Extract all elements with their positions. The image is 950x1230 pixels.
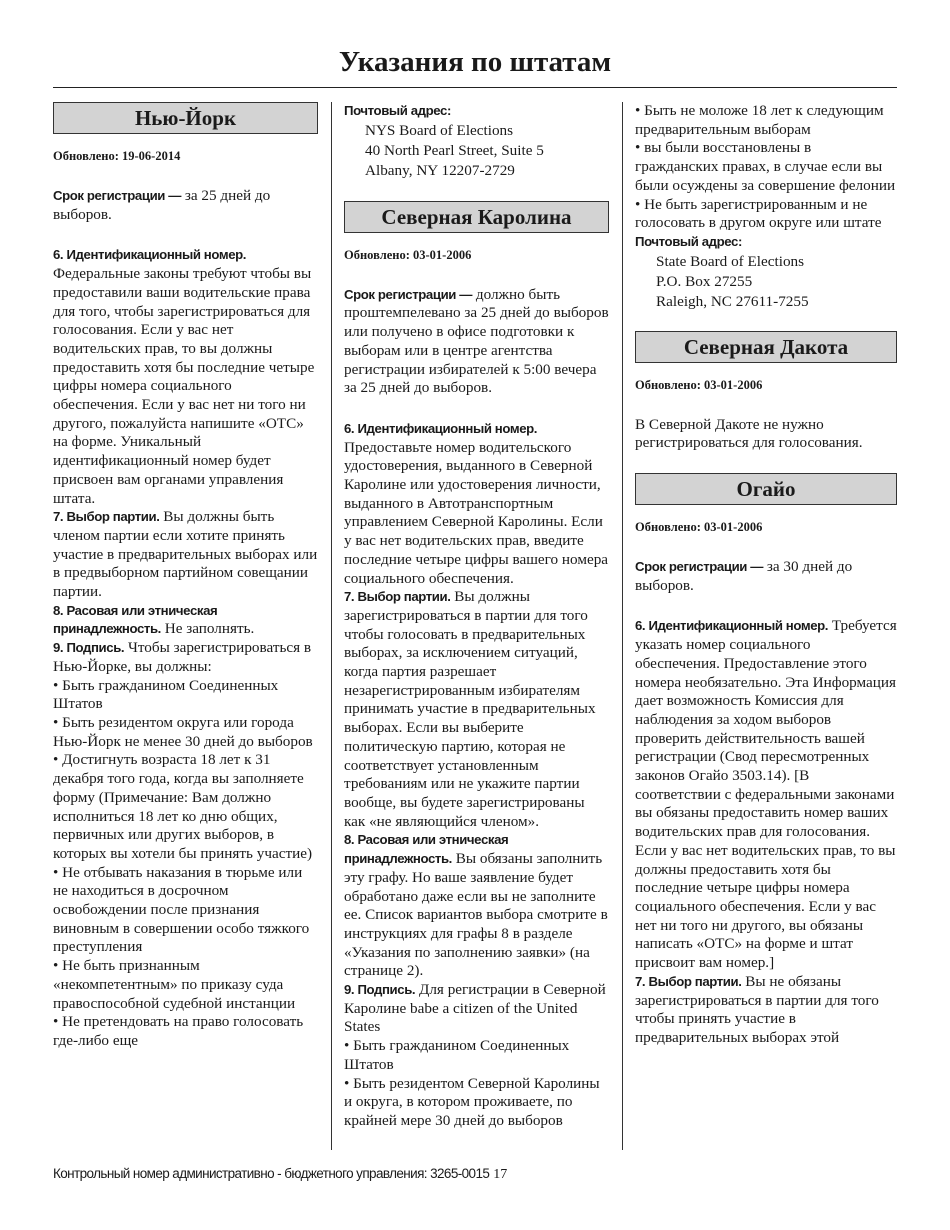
race-field xyxy=(53,602,318,639)
page-number: 17 xyxy=(493,1167,508,1182)
signature-label: 9. Подпись. xyxy=(53,640,125,656)
id-label: 6. Идентификационный номер. xyxy=(344,420,538,436)
mailing-address-label: Почтовый адрес: xyxy=(635,233,742,249)
state-header-new-york: Нью-Йорк xyxy=(53,102,318,134)
column-divider xyxy=(622,102,623,1150)
state-header-north-dakota: Северная Дакота xyxy=(635,331,897,363)
registration-deadline xyxy=(344,286,609,398)
party-text: Вы не обязаны зарегистрироваться в партии для того чтобы принять участие в предварительных выборах этой xyxy=(635,972,879,1046)
signature-label: 9. Подпись. xyxy=(344,982,416,998)
address-line: 40 North Pearl Street, Suite 5 xyxy=(365,141,544,159)
state-header-north-carolina: Северная Каролина xyxy=(344,201,609,233)
party-label: 7. Выбор партии. xyxy=(344,589,451,605)
signature-text: Чтобы зарегистрироваться в Нью-Йорке, вы должны: xyxy=(53,639,312,675)
id-number-field xyxy=(53,246,318,508)
deadline-text: за 25 дней до выборов. xyxy=(53,187,271,223)
id-text: Требуется указать номер социального обеспечения. Предоставление этого номера необязательно. Эта Информация дает возможность Комиссия для наблюдения за ходом выборов проверить действительность вашей регистрации (Свод пересмотренных законов Огайо 3503.14). [В соответствии с федеральными законами вы обязаны предоставить номер ваших водительских прав для голосования. Если у вас нет водительских прав, то вы должны предоставить хотя бы последние четыре цифры номера социального обеспечения. Если у вас нет ни того ни другого, вы обязаны написать «OTC» на форме и штат присвоит вам номер.] xyxy=(635,617,897,972)
deadline-label: Срок регистрации — xyxy=(344,286,473,302)
race-label: 8. Расовая или этническая принадлежность. xyxy=(53,602,218,637)
section-new-york xyxy=(53,102,318,1051)
party-field xyxy=(635,973,897,1048)
id-label: 6. Идентификационный номер. xyxy=(53,247,247,263)
registration-deadline xyxy=(53,187,318,224)
section-north-dakota xyxy=(635,331,897,453)
id-label: 6. Идентификационный номер. xyxy=(635,618,829,634)
list-item: • Быть гражданином Соединенных Штатов xyxy=(53,676,279,713)
updated-date: Обновлено: 03-01-2006 xyxy=(635,377,763,392)
signature-text: Для регистрации в Северной Каролине babe a citizen of the United States xyxy=(344,981,606,1036)
list-item: • Не отбывать наказания в тюрьме или не находиться в досрочном освобождении после признания виновным в совершении особо тяжкого преступления xyxy=(53,863,310,956)
party-label: 7. Выбор партии. xyxy=(635,973,742,989)
party-text: Вы должны быть членом партии если хотите принять участие в предварительных выборах или в предвыборном партийном совещании партии. xyxy=(53,508,318,601)
address-line: Raleigh, NC 27611-7255 xyxy=(656,292,809,310)
updated-date: Обновлено: 19-06-2014 xyxy=(53,149,181,163)
list-item: • Быть резидентом Северной Каролины и округа, в котором проживаете, по крайней мере 30 дней до выборов xyxy=(344,1074,600,1129)
id-text: Федеральные законы требуют чтобы вы предоставили ваши водительские права для того, чтобы зарегистрироваться для голосования. Если у вас нет водительских прав, то вы должны предоставить хотя бы последние четыре цифры номера социального обеспечения. Если у вас нет ни того ни другого, пожалуйста напишите «OTC» на форме. Уникальный идентификационный номер будет присвоен вам органами управления штата. xyxy=(53,265,315,507)
column-2 xyxy=(344,102,609,1131)
north-dakota-text: В Северной Дакоте не нужно регистрироваться для голосования. xyxy=(635,415,863,452)
deadline-label: Срок регистрации — xyxy=(53,188,182,203)
column-divider xyxy=(331,102,332,1150)
title-divider xyxy=(53,87,897,88)
address-line: P.O. Box 27255 xyxy=(656,272,753,290)
deadline-label: Срок регистрации — xyxy=(635,559,764,575)
updated-date: Обновлено: 03-01-2006 xyxy=(344,247,472,262)
list-item: • вы были восстановлены в гражданских правах, в случае если вы были осуждены за совершение фелонии xyxy=(635,139,896,194)
race-field xyxy=(344,831,609,981)
requirements-list xyxy=(344,1037,609,1131)
section-ohio xyxy=(635,473,897,1048)
mailing-address-label: Почтовый адрес: xyxy=(344,103,451,118)
id-text: Предоставьте номер водительского удостоверения, выданного в Северной Каролине или удостоверения личности, выданного в Автотранспортным управлением Северной Каролины. Если у вас нет водительских прав, введите последние четыре цифры вашего номера социального обеспечения. xyxy=(344,438,609,587)
list-item: • Быть резидентом округа или города Нью-Йорк не менее 30 дней до выборов xyxy=(53,713,313,750)
column-1 xyxy=(53,102,318,1051)
party-text: Вы должны зарегистрироваться в партии для того чтобы голосовать в предварительных выборах, за исключением ситуаций, когда партия разрешает незарегистрированным избирателям принимать участие в предварительных выборах. Если вы выберите политическую партию, которая не соответствует установленным требованиям или не укажите партии вообще, вы будете зарегистрированы как «не являющийся членом». xyxy=(344,588,596,830)
list-item: • Не быть зарегистрированным и не голосовать в другом округе или штате xyxy=(635,195,882,232)
registration-deadline xyxy=(635,558,897,595)
party-field xyxy=(53,508,318,602)
section-north-carolina xyxy=(344,201,609,1131)
id-number-field xyxy=(635,617,897,972)
party-label: 7. Выбор партии. xyxy=(53,509,160,525)
list-item: • Быть не моложе 18 лет к следующим предварительным выборам xyxy=(635,102,884,138)
address-line: State Board of Elections xyxy=(656,252,805,270)
requirements-list-continued xyxy=(635,102,897,233)
address-line: NYS Board of Elections xyxy=(365,121,514,139)
list-item: • Не претендовать на право голосовать где-либо еще xyxy=(53,1013,304,1049)
deadline-text: должно быть проштемпелевано за 25 дней до выборов или получено в офисе подготовки к выборам или в центре агентства регистрации избирателей к 5:00 вечера за 25 дней до выборов. xyxy=(344,285,609,397)
deadline-text: за 30 дней до выборов. xyxy=(635,558,853,594)
race-label: 8. Расовая или этническая принадлежность. xyxy=(344,832,509,867)
id-number-field xyxy=(344,420,609,588)
party-field xyxy=(344,588,609,831)
page-title: Указания по штатам xyxy=(338,46,612,78)
updated-date: Обновлено: 03-01-2006 xyxy=(635,520,763,535)
requirements-list xyxy=(53,677,318,1051)
list-item: • Быть гражданином Соединенных Штатов xyxy=(344,1037,570,1073)
signature-field xyxy=(53,639,318,676)
race-text: Не заполнять. xyxy=(160,620,255,638)
column-3 xyxy=(635,102,897,1048)
page-footer xyxy=(53,1166,507,1183)
state-header-ohio: Огайо xyxy=(635,473,897,505)
mailing-address xyxy=(344,121,609,181)
footer-text: Контрольный номер административно - бюджетного управления: 3265-0015 xyxy=(53,1166,490,1181)
list-item: • Достигнуть возраста 18 лет к 31 декабря того года, когда вы заполняете форму (Примечание: Вам должно исполниться 18 лет ко дню общих, первичных или других выборов, в которых вы хотели бы принять участие) xyxy=(53,751,313,862)
signature-field xyxy=(344,981,609,1037)
mailing-address xyxy=(635,252,897,312)
list-item: • Не быть признанным «некомпетентным» по приказу суда правоспособной судебной инстанции xyxy=(53,957,296,1012)
address-line: Albany, NY 12207-2729 xyxy=(365,161,515,179)
race-text: Вы обязаны заполнить эту графу. Но ваше заявление будет обработано даже если вы не заполните ее. Список вариантов выбора смотрите в инструкциях для графы 8 в разделе «Указания по заполнению заявки» (на странице 2). xyxy=(344,850,608,980)
